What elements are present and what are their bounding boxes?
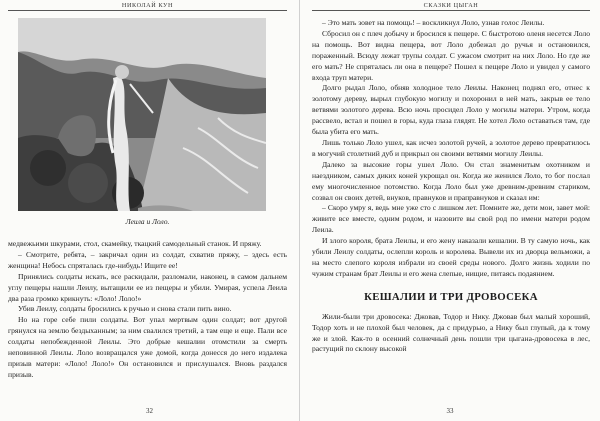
paragraph: медвежьими шкурами, стол, скамейку, ткацкий самодельный станок. И пряжу.	[8, 239, 262, 248]
right-page-number: 33	[446, 407, 454, 415]
paragraph: Лишь только Лоло ушел, как исчез золотой ручей, а золотое дерево превратилось в могучий столетний дуб и прикрыл он своими ветвями могилу Леилы.	[312, 137, 590, 158]
illustration-leila-and-lolo	[18, 18, 266, 211]
illustration-artwork	[18, 18, 266, 211]
paragraph: – Скоро умру я, ведь мне уже сто с лишком лет. Помните же, дети мои, завет мой: живите все вместе, одним родом, и назовите вы свой род по имени матери родом Леила.	[312, 203, 590, 235]
paragraph: И злого короля, брата Леилы, и его жену наказали кешалии. В ту самую ночь, как убили Леилу солдаты, ослепли король и королева. Вывели их из дворца вельможи, а на место слепого короля избрали из своей среды нового. Долго жизнь ходили по чужим странам брат Леилы и его жена слепые, нищие, питаясь подаянием.	[312, 236, 590, 278]
paragraph: Принялись солдаты искать, все раскидали, разломали, наконец, в самом дальнем углу пещеры нашли Леилу, вытащили ее из пещеры и убили. Умирая, успела Леила два раза громко крикнуть: «Лоло! Лоло!»	[8, 271, 287, 303]
left-running-head: НИКОЛАЙ КУН	[8, 0, 287, 11]
chapter-title: КЕШАЛИИ И ТРИ ДРОВОСЕКА	[364, 290, 538, 303]
paragraph: Долго рыдал Лоло, обняв холодное тело Леилы. Наконец поднял его, отнес к золотому дереву, вырыл глубокую могилу и похоронил в ней мать, закрыв ее тело ветвями золотого дерева. Всю ночь просидел Лоло у могилы матери. Утром, когда рассвело, встал и пошел в горы, куда глаза глядят. Не хотел Лоло оставаться там, где была убита его мать.	[312, 83, 590, 137]
right-running-head: СКАЗКИ ЦЫГАН	[312, 0, 590, 11]
paragraph: – Это мать зовет на помощь! – воскликнул Лоло, узнав голос Леилы.	[322, 18, 545, 27]
illustration-caption: Леила и Лоло.	[125, 217, 170, 226]
paragraph: Убив Леилу, солдаты бросились к ручью и снова стали пить вино.	[18, 304, 232, 314]
left-page-number: 32	[146, 407, 153, 415]
paragraph: Жили-были три дровосека: Джовав, Тодор и Нику. Джовав был малый хороший, Тодор хоть и не плохой был человек, да с придурью, а Нику был глупый, да к тому же и злой. Как-то в осенний солнечный день пошли три цыгана-дровосека в лес, растущий по склону высокой	[312, 311, 590, 354]
paragraph: – Смотрите, ребята, – закричал один из солдат, схватив пряжу, – здесь есть женщина! Небось спряталась где-нибудь! Ищите ее!	[8, 249, 287, 270]
paragraph: Далеко за высокие горы ушел Лоло. Он стал знаменитым охотником и наездником, самых диких коней укрощал он. Когда же женился Лоло, то бог послал ему многочисленное потомство. Когда Лоло был уже древним-древним стариком, созвал он своих детей, внуков, правнуков и праправнуков и сказал им:	[312, 159, 590, 202]
paragraph: Сбросил он с плеч добычу и бросился к пещере. С быстротою оленя несется Лоло на помощь. Вот видна пещера, вот Лоло добежал до ручья и остановился, пораженный. Всюду лежат трупы солдат. С ужасом смотрит на них Лоло. Но где же его мать? Не спряталась ли она в пещере? Пошел к пещере Лоло и увидел у самого входа труп матери.	[312, 28, 590, 82]
right-page	[300, 0, 600, 421]
paragraph: Но на горе себе пили солдаты. Вот упал мертвым один солдат; вот другой грянулся на землю бездыханным; за ним свалился третий, а там еще и еще. Пали все солдаты непобежденной Леилы. Это добрые кешалии отомстили за смерть неповинной Леилы. Лоло возвращался уже домой, когда донесся до него издалека призыв матери: «Лоло! Лоло!» Он остановился и прислушался. Вновь раздался призыв.	[8, 315, 287, 379]
